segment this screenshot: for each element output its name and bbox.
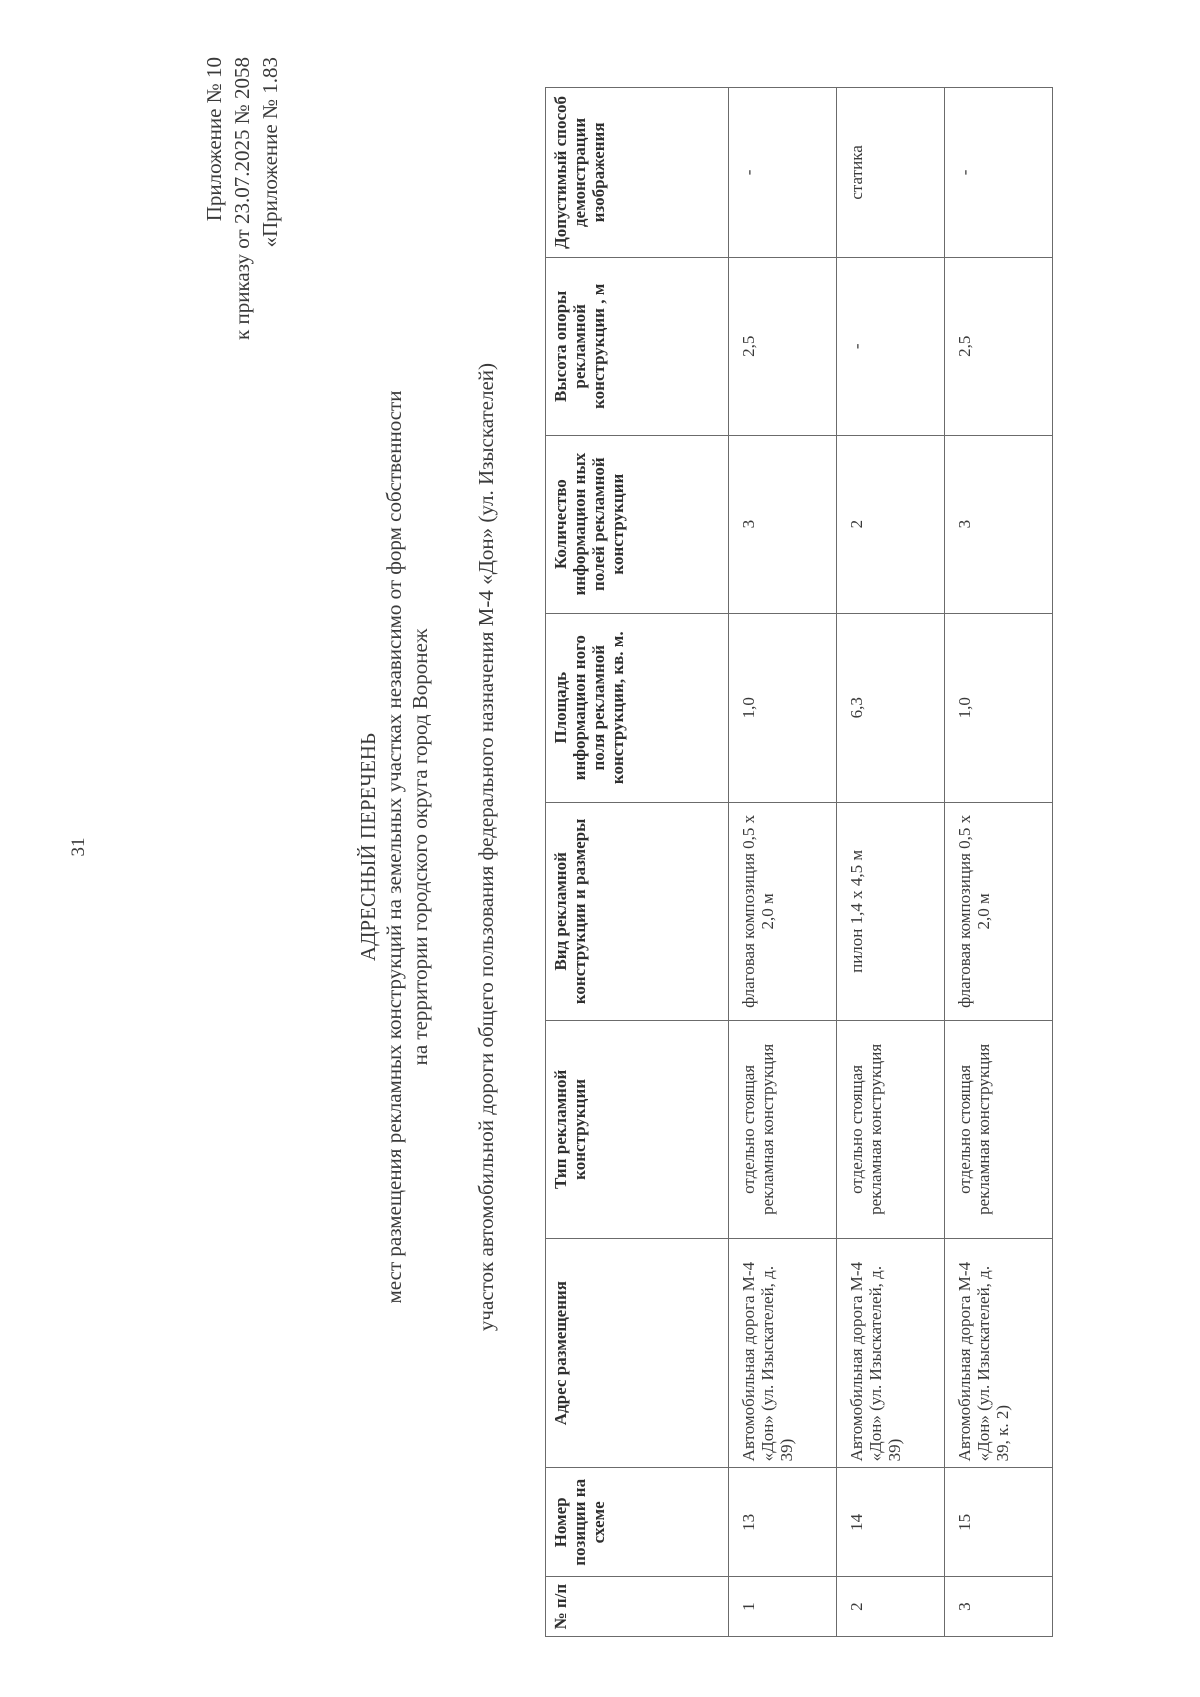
table-row [945,88,1053,1637]
row-number-cell: 1 [729,1577,837,1637]
placement-table [545,87,1053,1637]
support-height-cell: - [837,257,945,435]
address-cell: Автомобильная дорога М-4 «Дон» (ул. Изыскателей, д. 39) [837,1238,945,1467]
construction-type-cell: отдельно стоящая рекламная конструкция [945,1020,1053,1238]
display-method-cell: - [945,88,1053,258]
table-row [837,88,945,1637]
table-row [729,88,837,1637]
support-height-cell: 2,5 [729,257,837,435]
row-number-cell: 3 [945,1577,1053,1637]
document-subtitle-2: на территории городского округа город Воронеж [408,628,432,1066]
row-number-cell: 2 [837,1577,945,1637]
construction-kind-cell: флаговая композиция 0,5 х 2,0 м [945,802,1053,1020]
header-cell: Допустимый способ демонстрации изображения [546,88,729,258]
header-cell: № п/п [546,1577,729,1637]
header-cell: Площадь информацион ного поля рекламной конструкции, кв. м. [546,613,729,802]
construction-type-cell: отдельно стоящая рекламная конструкция [729,1020,837,1238]
header-cell: Адрес размещения [546,1238,729,1467]
construction-kind-cell: флаговая композиция 0,5 х 2,0 м [729,802,837,1020]
document-subtitle-1: мест размещения рекламных конструкций на земельных участках независимо от форм собственности [382,390,406,1304]
header-cell: Высота опоры рекламной конструкции , м [546,257,729,435]
scheme-position-cell: 15 [945,1468,1053,1577]
annex-reference [200,57,284,447]
annex-number: Приложение № 10 [202,57,226,222]
header-cell: Вид рекламной конструкции и размеры [546,802,729,1020]
road-section-title: участок автомобильной дороги общего пользования федерального назначения М-4 «Дон» (ул. Изыскателей) [474,362,498,1332]
field-count-cell: 3 [945,435,1053,613]
support-height-cell: 2,5 [945,257,1053,435]
address-cell: Автомобильная дорога М-4 «Дон» (ул. Изыскателей, д. 39, к. 2) [945,1238,1053,1467]
header-cell: Тип рекламной конструкции [546,1020,729,1238]
page-number: 31 [68,837,89,857]
scheme-position-cell: 13 [729,1468,837,1577]
construction-type-cell: отдельно стоящая рекламная конструкция [837,1020,945,1238]
annex-sub-number: «Приложение № 1.83 [258,57,282,248]
display-method-cell: - [729,88,837,258]
annex-order: к приказу от 23.07.2025 № 2058 [230,57,254,340]
address-cell: Автомобильная дорога М-4 «Дон» (ул. Изыскателей, д. 39) [729,1238,837,1467]
table-header-row [546,88,729,1637]
field-area-cell: 6,3 [837,613,945,802]
document-heading [355,197,499,1497]
field-area-cell: 1,0 [945,613,1053,802]
construction-kind-cell: пилон 1,4 х 4,5 м [837,802,945,1020]
field-count-cell: 2 [837,435,945,613]
header-cell: Номер позиции на схеме [546,1468,729,1577]
field-area-cell: 1,0 [729,613,837,802]
field-count-cell: 3 [729,435,837,613]
document-title: АДРЕСНЫЙ ПЕРЕЧЕНЬ [356,732,380,962]
display-method-cell: статика [837,88,945,258]
scheme-position-cell: 14 [837,1468,945,1577]
header-cell: Количество информацион ных полей рекламной конструкции [546,435,729,613]
